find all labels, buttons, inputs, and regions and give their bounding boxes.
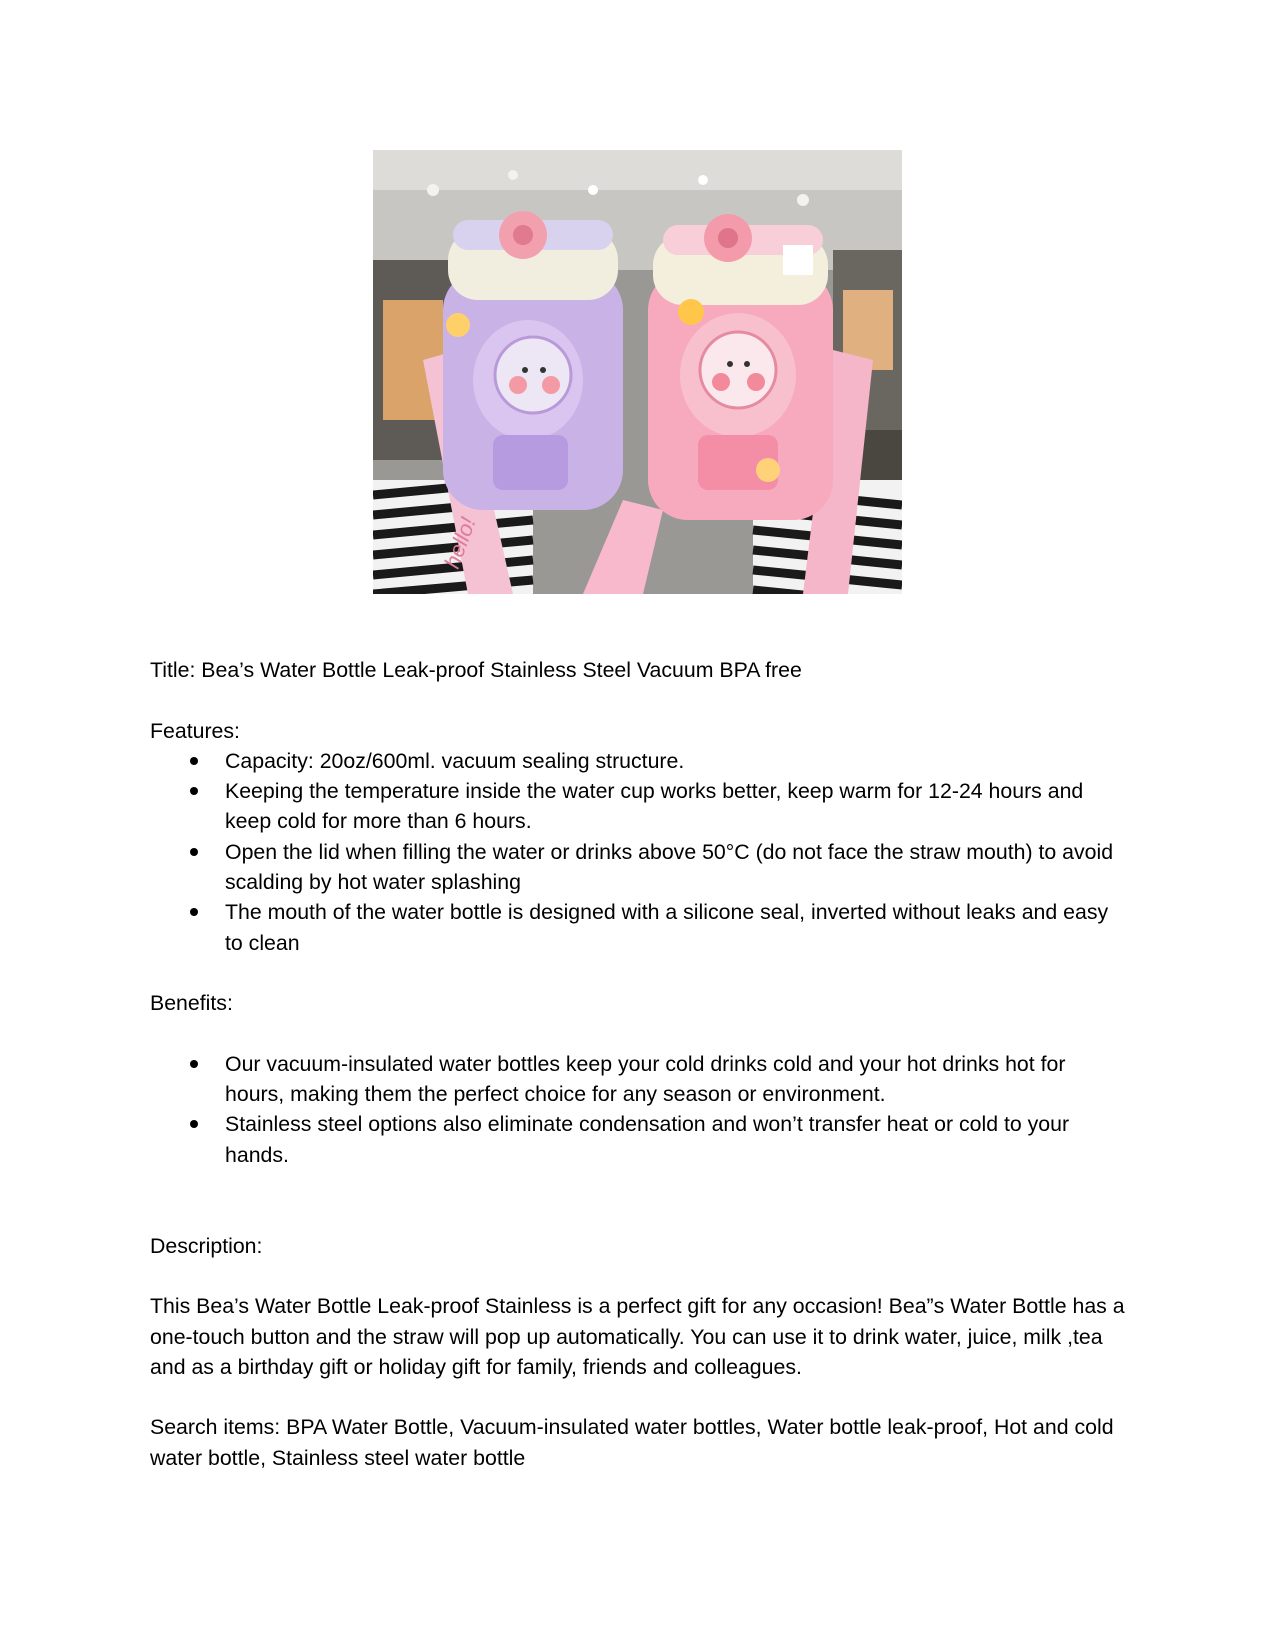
- benefits-heading: Benefits:: [150, 991, 233, 1016]
- purple-bottle: [443, 211, 623, 510]
- benefit-item: Stainless steel options also eliminate condensation and won’t transfer heat or cold to your hands.: [150, 1109, 1130, 1170]
- product-title: Title: Bea’s Water Bottle Leak-proof Stainless Steel Vacuum BPA free: [150, 658, 802, 682]
- strap-text: hello!: [439, 513, 481, 572]
- search-items: Search items: BPA Water Bottle, Vacuum-insulated water bottles, Water bottle leak-proof, Hot and cold water bottle, Stainless steel water bottle: [150, 1415, 1114, 1470]
- description-text: This Bea’s Water Bottle Leak-proof Stainless is a perfect gift for any occasion! Bea”s Water Bottle has a one-touch button and the straw will pop up automatically. You can use it to drink water, juice, milk ,tea and as a birthday gift or holiday gift for family, friends and colleagues.: [150, 1294, 1125, 1379]
- benefits-list: [150, 1049, 1130, 1170]
- features-heading: Features:: [150, 718, 240, 743]
- feature-item: Capacity: 20oz/600ml. vacuum sealing structure.: [150, 746, 1130, 776]
- feature-item: The mouth of the water bottle is designed with a silicone seal, inverted without leaks and easy to clean: [150, 897, 1130, 958]
- product-photo: [373, 150, 902, 594]
- document-body: [150, 655, 1130, 1473]
- description-heading: Description:: [150, 1233, 263, 1258]
- pink-bottle: [648, 214, 833, 520]
- features-list: [150, 746, 1130, 958]
- benefit-item: Our vacuum-insulated water bottles keep your cold drinks cold and your hot drinks hot for hours, making them the perfect choice for any season or environment.: [150, 1049, 1130, 1110]
- feature-item: Keeping the temperature inside the water cup works better, keep warm for 12-24 hours and keep cold for more than 6 hours.: [150, 776, 1130, 837]
- feature-item: Open the lid when filling the water or drinks above 50°C (do not face the straw mouth) to avoid scalding by hot water splashing: [150, 837, 1130, 898]
